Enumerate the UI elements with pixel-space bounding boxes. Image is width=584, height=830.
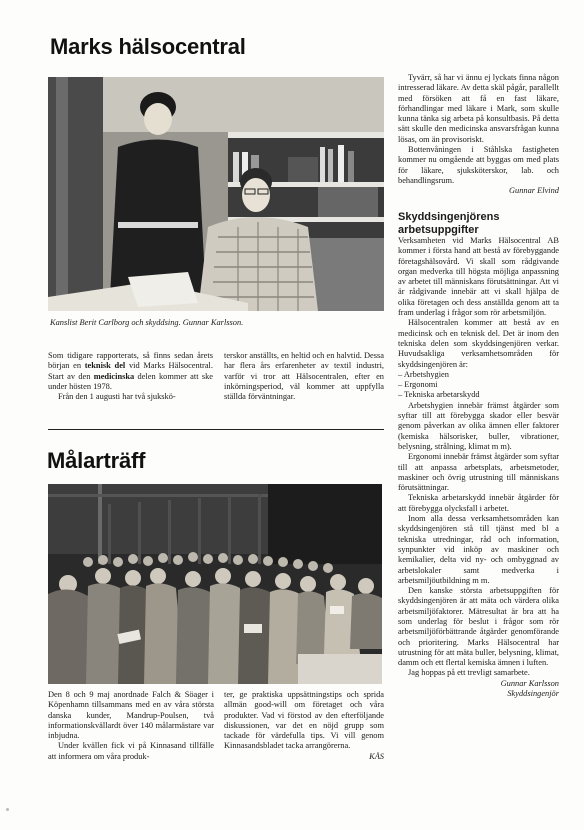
paragraph: Arbetshygien innebär främst åtgärder som syftar till att förebygga skador eller besvär genom påverkan av olika ämnen eller faktorer (kemiska hälsorisker, buller, vibrationer, belysning, strålning, klimat m m). [398, 400, 559, 451]
article-title-skyddsingenjoren: Skyddsingenjörens arbetsuppgifter [398, 211, 500, 236]
list-item: – Ergonomi [398, 380, 438, 390]
paragraph: terskor anställts, en heltid och en halvtid. Dessa har flera års erfarenheter av textil industri, varför vi tror att Hälsocentralen, efter en inkörningsperiod, väl kommer att uppfylla ställda förväntningar. [224, 351, 384, 402]
paragraph: Från den 1 augusti har två sjukskö- [58, 392, 176, 402]
paragraph: Tyvärr, så har vi ännu ej lyckats finna någon intresserad läkare. Av detta skäl pågår, parallellt med försöken att få en fast läkare, förhandlingar med läkare i Mark, som skulle kunna tänka sig arbeta på konsultbasis. På detta sätt skulle den medicinska ansvarsfrågan kunna lösas, om än provisoriskt. [398, 73, 559, 144]
office-photo [48, 77, 384, 311]
article-column-1 [48, 351, 213, 402]
paragraph: Tekniska arbetarskydd innebär åtgärder för att förebygga olycksfall i arbetet. [398, 493, 559, 513]
author-title: Skyddsingenjör [507, 689, 559, 699]
author-signature: Gunnar Elvind [508, 186, 559, 196]
paragraph: Som tidigare rapporterats, så finns sedan årets början en teknisk del vid Marks Hälsocentral. Start av den medicinska delen kommer att ske under hösten 1978. [48, 351, 213, 391]
section-divider [48, 429, 384, 430]
photo-caption: Kanslist Berit Carlborg och skyddsing. Gunnar Karlsson. [50, 318, 244, 327]
paragraph: ter, ge praktiska uppsättningstips och sprida allmän good-will om företaget och våra produkter. Vad vi förstod av den efterföljande diskussionen, var det en nöjd grupp som tackade för värdefulla tips. Vi vill genom Kinnasandsbladet tacka arrangörerna. [224, 690, 384, 751]
article-column-3 [398, 73, 559, 197]
article-column-malartraff-2 [224, 690, 384, 762]
author-signature: Gunnar Karlsson [500, 678, 559, 688]
list-item: – Tekniska arbetarskydd [398, 390, 480, 400]
author-signature: KÅS [369, 751, 384, 761]
paragraph: Under kvällen fick vi på Kinnasand tillfälle att informera om våra produk- [48, 741, 214, 761]
paragraph: Den kanske största arbetsuppgiften för skyddsingenjören är att mäta och värdera olika arbetsmiljöfaktorer. Mätresultat är bra att ha som underlag för beslut i frågor som rör arbetsmiljöförbättrande åtgärder genomförande och prioritering. Marks Hälsocentral har utrustning för att mäta buller, belysning, klimat, damm och ett flertal kemiska ämnen i luften. [398, 586, 559, 668]
article-title-malartraff: Målarträff [47, 448, 146, 473]
page-speck [6, 808, 9, 811]
paragraph: Ergonomi innebär främst åtgärder som syftar till att anpassa arbetsplats, arbetsmetoder, maskiner och övrig utrustning till människans förutsättningar. [398, 452, 559, 493]
paragraph: Bottenvåningen i Ståhlska fastigheten kommer nu omgående att byggas om med plats för läkare, sjuksköterskor, lab. och behandlingsrum. [398, 145, 559, 185]
paragraph: Hälsocentralen kommer att bestå av en medicinsk och en teknisk del. Det är inom den tekniska delen som skyddsingenjören verkar. Huvudsakliga verksamhetsområden för skyddsingenjören är: [398, 318, 559, 369]
list-item: – Arbetshygien [398, 369, 449, 379]
paragraph: Verksamheten vid Marks Hälsocentral AB kommer i första hand att bestå av förebyggande företagshälsovård. Vi skall som rådgivande organ medverka till högsta möjliga anpassning av arbetet till människans förutsättningar. Att vi är rådgivande innebär att vi skall hjälpa de olika företagen och dess anställda genom att ta fram underlag i frågor som rör arbetsmiljön. [398, 236, 559, 318]
article-title-marks-halsocentral: Marks hälsocentral [50, 34, 246, 59]
paragraph: Inom alla dessa verksamhetsområden kan skyddsingenjören stå till tjänst med bl a tekniska utredningar, råd och information, synpunkter vid inköp av maskiner och kemikalier, delta vid ny- och ombyggnad av arbetslokaler samt medverka i arbetsmiljöutbildning m m. [398, 514, 559, 585]
article-column-2 [224, 351, 384, 402]
article-column-skyddsingenjoren [398, 236, 559, 699]
article-column-malartraff-1 [48, 690, 214, 762]
paragraph: Jag hoppas på ett trevligt samarbete. [408, 668, 530, 678]
paragraph: Den 8 och 9 maj anordnade Falch & Söager i Köpenhamn tillsammans med en av våra största danska kunder, Mandrup-Poulsen, två informationskvällardt över 140 målarmästare var inbjudna. [48, 690, 214, 741]
area-list [398, 370, 559, 401]
audience-photo [48, 484, 382, 684]
